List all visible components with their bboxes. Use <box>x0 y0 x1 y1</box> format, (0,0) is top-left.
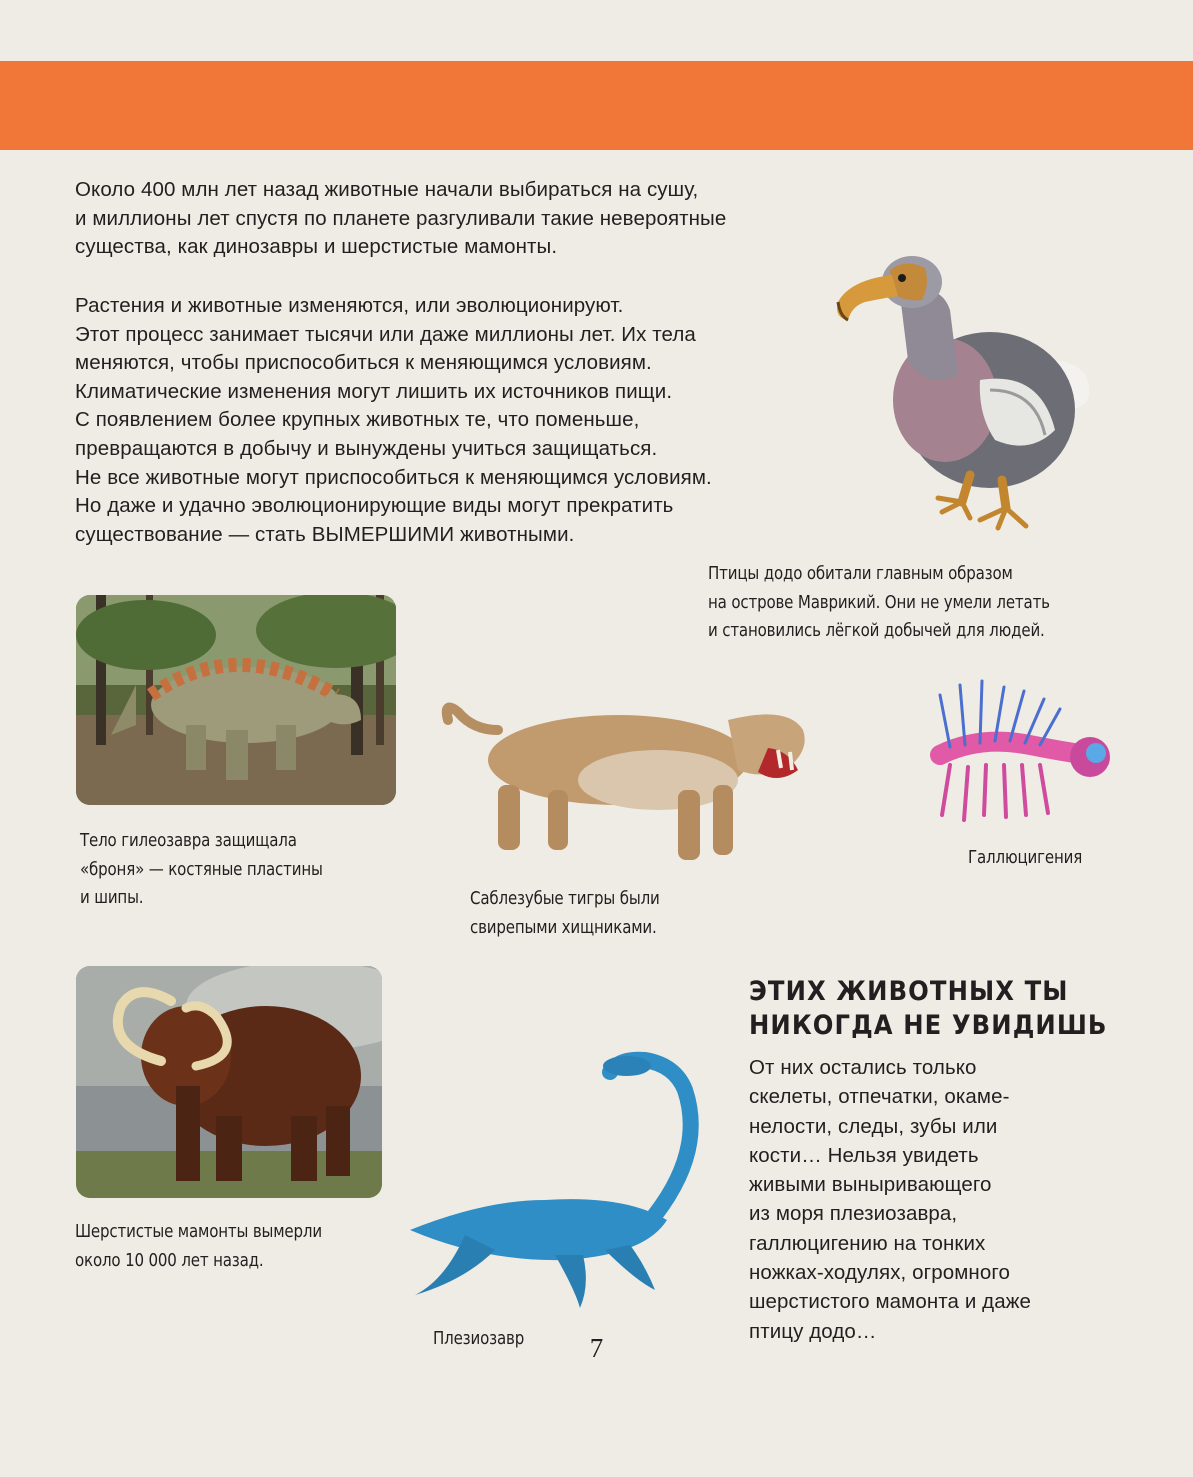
caption-line: Шерстистые мамонты вымерли <box>75 1222 322 1242</box>
hallucigenia-illustration <box>920 675 1120 835</box>
sidebar-line: скелеты, отпечатки, окаме- <box>749 1085 1010 1109</box>
intro-line: существа, как динозавры и шерстистые мамонты. <box>75 235 558 259</box>
sabertooth-caption <box>470 885 660 942</box>
hallucigenia-caption <box>968 844 1082 873</box>
evolution-paragraph <box>75 292 712 549</box>
sidebar-line: из моря плезиозавра, <box>749 1202 958 1226</box>
caption-line: «броня» — костяные пластины <box>80 859 323 880</box>
sidebar-heading <box>749 975 1108 1043</box>
evolution-line: Не все животные могут приспособиться к меняющимся условиям. <box>75 465 712 489</box>
evolution-line: превращаются в добычу и вынуждены учиться защищаться. <box>75 436 658 460</box>
caption-line: около 10 000 лет назад. <box>75 1250 264 1271</box>
caption-line: свирепыми хищниками. <box>470 917 657 938</box>
page-number: 7 <box>589 1333 604 1363</box>
hylaeosaurus-photo <box>76 595 396 805</box>
evolution-line: Растения и животные изменяются, или эволюционируют. <box>75 294 624 317</box>
caption-line: Галлюцигения <box>968 848 1083 868</box>
evolution-line: Но даже и удачно эволюционирующие виды могут прекратить <box>75 494 674 518</box>
evolution-line: Климатические изменения могут лишить их источников пищи. <box>75 379 673 403</box>
sabertooth-illustration <box>438 690 838 875</box>
intro-line: Около 400 млн лет назад животные начали выбираться на сушу, <box>75 178 699 201</box>
caption-line: Тело гилеозавра защищала <box>80 831 297 851</box>
sidebar-line: живыми выныривающего <box>749 1173 992 1197</box>
sidebar-body <box>749 1053 1031 1346</box>
evolution-line: меняются, чтобы приспособиться к меняющимся условиям. <box>75 351 652 375</box>
sidebar-line: кости… Нельзя увидеть <box>749 1143 979 1167</box>
sidebar-line: нелости, следы, зубы или <box>749 1114 998 1138</box>
sidebar-line: галлюцигению на тонких <box>749 1231 986 1255</box>
header-banner <box>0 61 1193 150</box>
caption-line: Плезиозавр <box>433 1329 525 1349</box>
mammoth-caption <box>75 1218 322 1275</box>
sidebar-line: шерстистого мамонта и даже <box>749 1290 1032 1314</box>
dodo-illustration <box>830 240 1100 540</box>
caption-line: и становились лёгкой добычей для людей. <box>708 621 1045 641</box>
sidebar-line: птицу додо… <box>749 1319 877 1343</box>
intro-paragraph <box>75 176 726 262</box>
dodo-caption <box>708 560 1050 646</box>
caption-line: Птицы додо обитали главным образом <box>708 564 1013 584</box>
caption-line: на острове Маврикий. Они не умели летать <box>708 592 1050 613</box>
caption-line: и шипы. <box>80 888 144 908</box>
mammoth-photo <box>76 966 382 1198</box>
heading-line: ЭТИХ ЖИВОТНЫХ ТЫ <box>749 976 1069 1007</box>
sidebar-line: ножках-ходулях, огромного <box>749 1261 1010 1285</box>
evolution-line: С появлением более крупных животных те, что поменьше, <box>75 408 640 432</box>
hylaeosaurus-caption <box>80 827 323 913</box>
sidebar-line: От них остались только <box>749 1056 977 1079</box>
heading-line: НИКОГДА НЕ УВИДИШЬ <box>749 1010 1108 1041</box>
intro-line: и миллионы лет спустя по планете разгуливали такие невероятные <box>75 206 727 230</box>
evolution-line: существование — стать ВЫМЕРШИМИ животными. <box>75 522 575 546</box>
evolution-line: Этот процесс занимает тысячи или даже миллионы лет. Их тела <box>75 322 696 346</box>
caption-line: Саблезубые тигры были <box>470 889 660 909</box>
plesiosaur-illustration <box>405 1050 725 1320</box>
